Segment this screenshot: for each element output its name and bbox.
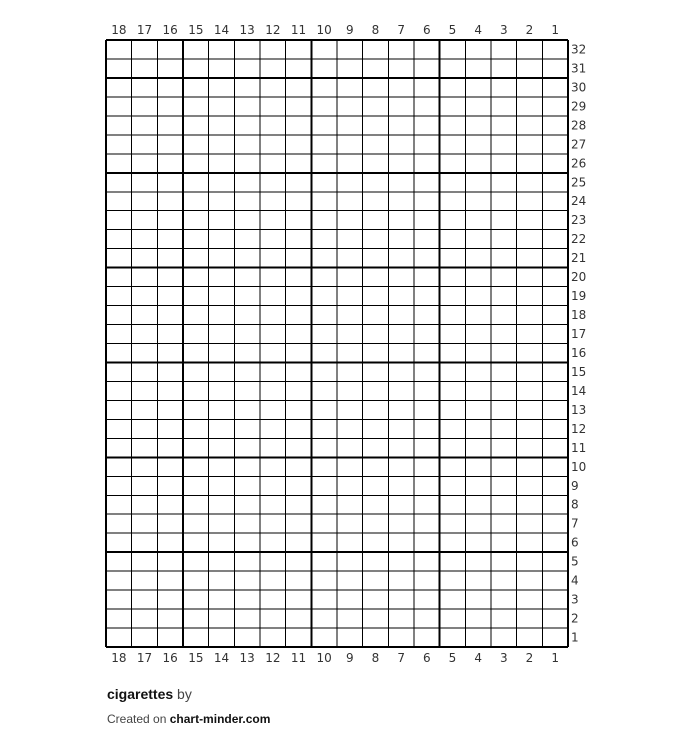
row-label: 10 [571, 459, 587, 474]
site-link[interactable]: chart-minder.com [169, 712, 271, 726]
column-label-top: 16 [162, 23, 178, 37]
row-label: 9 [571, 478, 579, 493]
row-label: 22 [571, 232, 587, 247]
row-label: 21 [571, 251, 587, 266]
column-label-top: 17 [136, 23, 153, 37]
column-label-bottom: 8 [371, 651, 380, 665]
row-label: 27 [571, 137, 587, 152]
row-label: 13 [571, 402, 587, 417]
row-label: 16 [571, 345, 587, 360]
column-label-bottom: 16 [162, 651, 178, 665]
row-label: 14 [571, 383, 587, 398]
row-label: 28 [571, 118, 587, 133]
column-label-bottom: 13 [239, 651, 255, 665]
row-label: 6 [571, 535, 579, 550]
column-label-top: 18 [111, 23, 127, 37]
column-label-top: 13 [239, 23, 255, 37]
credit-line [107, 712, 270, 726]
column-label-top: 14 [213, 23, 230, 37]
column-label-bottom: 11 [290, 651, 307, 665]
row-label: 5 [571, 554, 579, 569]
column-label-top: 2 [525, 23, 534, 37]
column-label-bottom: 15 [188, 651, 204, 665]
column-label-top: 10 [316, 23, 332, 37]
row-label: 2 [571, 611, 579, 626]
column-label-bottom: 1 [551, 651, 559, 665]
pattern-title [107, 686, 192, 702]
column-label-top: 7 [397, 23, 405, 37]
row-label: 24 [571, 194, 587, 209]
row-label: 11 [571, 440, 587, 455]
column-label-bottom: 12 [265, 651, 281, 665]
row-label: 23 [571, 213, 587, 228]
row-label: 25 [571, 175, 587, 190]
column-label-top: 5 [448, 23, 457, 37]
row-label: 32 [571, 42, 587, 57]
column-label-bottom: 18 [111, 651, 127, 665]
column-label-top: 8 [371, 23, 380, 37]
column-label-bottom: 7 [397, 651, 405, 665]
row-label: 3 [571, 592, 579, 607]
column-label-bottom: 3 [500, 651, 508, 665]
row-label: 7 [571, 516, 579, 531]
pattern-name: cigarettes [107, 686, 174, 702]
column-label-bottom: 10 [316, 651, 332, 665]
row-label: 29 [571, 99, 587, 114]
by-label: by [177, 686, 192, 702]
column-label-bottom: 9 [346, 651, 354, 665]
column-label-top: 12 [265, 23, 281, 37]
row-label: 8 [571, 497, 579, 512]
row-label: 20 [571, 270, 587, 285]
column-label-top: 11 [290, 23, 307, 37]
row-label: 1 [571, 630, 579, 645]
column-label-top: 4 [474, 23, 482, 37]
column-label-bottom: 2 [525, 651, 534, 665]
column-label-top: 1 [551, 23, 559, 37]
column-label-top: 15 [188, 23, 204, 37]
column-label-bottom: 6 [423, 651, 431, 665]
row-label: 12 [571, 421, 587, 436]
column-label-bottom: 14 [213, 651, 230, 665]
column-label-top: 3 [500, 23, 508, 37]
created-on-label: Created on [107, 712, 167, 726]
row-label: 18 [571, 308, 587, 323]
column-label-bottom: 5 [448, 651, 457, 665]
row-label: 15 [571, 364, 587, 379]
row-label: 26 [571, 156, 587, 171]
column-label-top: 9 [346, 23, 354, 37]
row-label: 31 [571, 61, 587, 76]
row-label: 17 [571, 327, 587, 342]
column-label-bottom: 17 [136, 651, 153, 665]
row-label: 19 [571, 289, 587, 304]
column-label-top: 6 [423, 23, 431, 37]
row-label: 4 [571, 573, 579, 588]
row-label: 30 [571, 80, 587, 95]
column-label-bottom: 4 [474, 651, 482, 665]
